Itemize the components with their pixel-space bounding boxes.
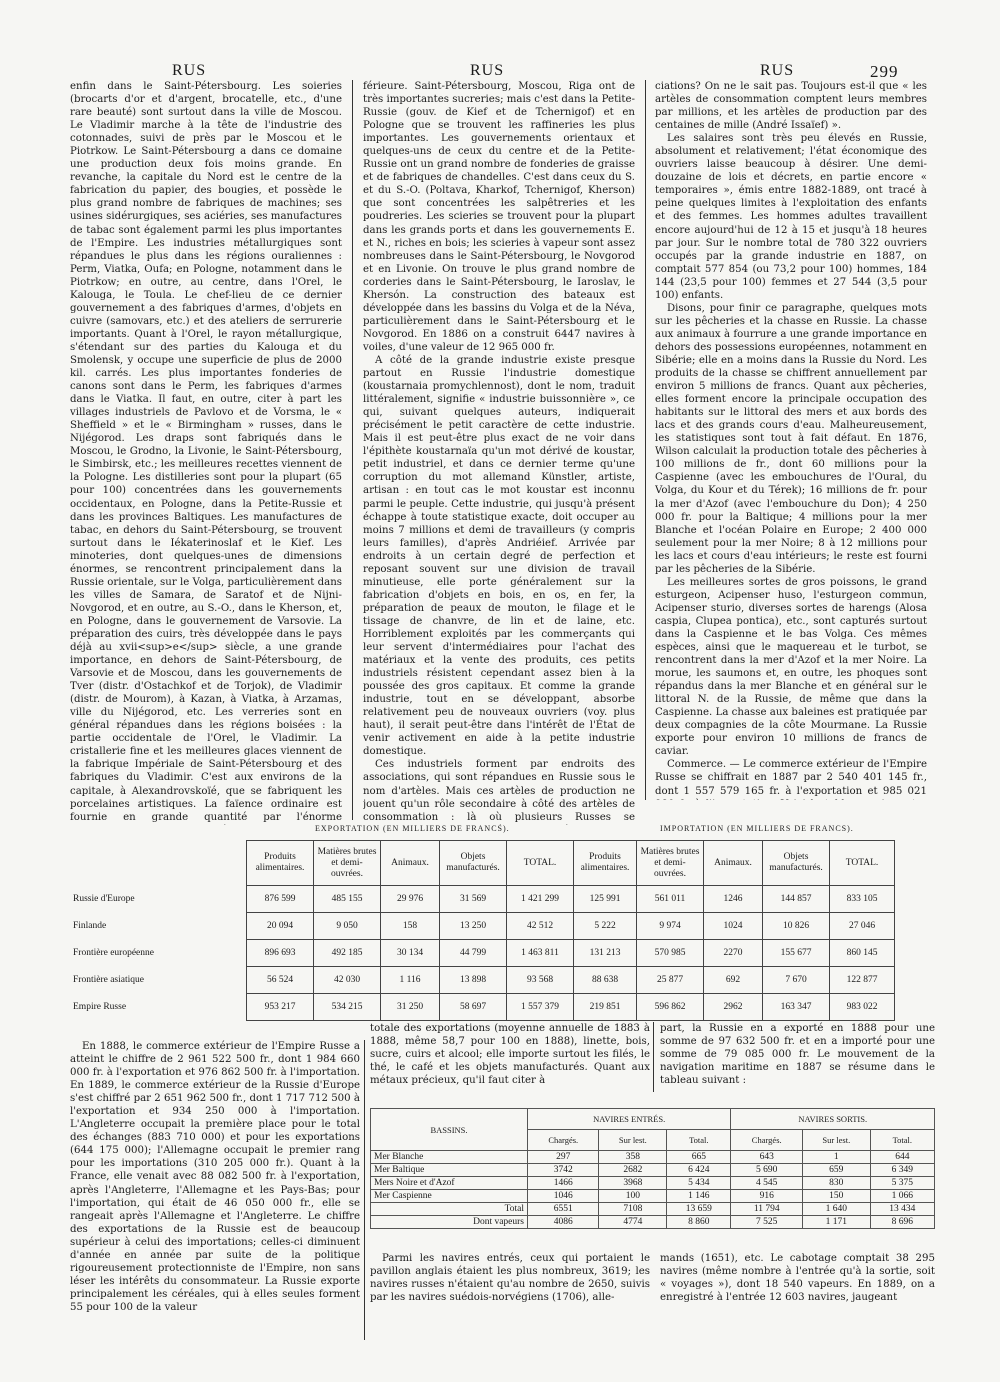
cell: 13 250 xyxy=(440,913,507,940)
export-title: EXPORTATION (EN MILLIERS DE FRANCS). xyxy=(315,824,510,833)
cell: 44 799 xyxy=(440,940,507,967)
table-row xyxy=(371,1151,935,1164)
col-header: Chargés. xyxy=(731,1130,802,1151)
cell: 830 xyxy=(802,1177,870,1190)
cell: 158 xyxy=(381,913,440,940)
cell: 13 659 xyxy=(667,1203,731,1216)
col-header: Objets manufacturés. xyxy=(440,841,507,886)
cell: 1246 xyxy=(704,886,763,913)
cell: 13 898 xyxy=(440,967,507,994)
cell: 4 545 xyxy=(731,1177,802,1190)
cell: 1 463 811 xyxy=(507,940,574,967)
row-label: Frontière européenne xyxy=(73,948,154,958)
table-row xyxy=(70,940,895,967)
cell: 2682 xyxy=(599,1164,667,1177)
cell: 1 640 xyxy=(802,1203,870,1216)
cell: 155 677 xyxy=(763,940,830,967)
cell: 56 524 xyxy=(247,967,314,994)
row-label: Empire Russe xyxy=(73,1002,127,1012)
row-label: Mer Caspienne xyxy=(371,1190,528,1203)
col-header: Produits alimentaires. xyxy=(247,841,314,886)
cell: 100 xyxy=(599,1190,667,1203)
row-label: Frontière asiatique xyxy=(73,975,144,985)
cell: 4774 xyxy=(599,1216,667,1229)
paragraph: A côté de la grande industrie existe presque partout en Russie l'industrie domestique (koustarnaia promychlennost), dont le nom, traduit littéralement, signifie « industrie buissonnière », ce qui, suivant quelques auteurs, indiquerait précisément le petit caractère de cette industrie. Mais il est peut-être plus exact de ne voir dans l'épithète koustarnaïa qu'un mot dérivé de koustar, petit industriel, et dans ce dernier terme qu'une corruption du mot allemand Künstler, artiste, artisan : en tout cas le mot koustar est inconnu parmi le peuple. Cette industrie, qui jusqu'à présent échappe à toute statistique exacte, doit occuper au moins 7 millions et demi de travailleurs (y compris leurs familles), d'après Andriéief. Arrivée par endroits à un certain degré de perfection et reposant souvent sur une division de travail minutieuse, elle porte généralement sur la fabrication d'objets en bois, en os, en fer, la préparation de peaux de mouton, le filage et le tissage de chanvre, de lin et de laine, etc. Horriblement exploités par les commerçants qui leur servent d'intermédiaires pour l'achat des matériaux et la vente des produits, ces petits industriels résistent cependant assez bien à la poussée des gros capitaux. Et comme la grande industrie, tout en se développant, absorbe relativement peu de nouveaux ouvriers (voy. plus haut), il serait peut-être dans l'intérêt de l'État de venir activement en aide à la petite industrie domestique. xyxy=(363,354,635,758)
lower-mid-column xyxy=(370,1022,650,1092)
col-header: Animaux. xyxy=(704,841,763,886)
cell: 1 421 299 xyxy=(507,886,574,913)
cell: 6 424 xyxy=(667,1164,731,1177)
bottom-mid-column xyxy=(370,1252,650,1312)
row-label: Russie d'Europe xyxy=(73,894,135,904)
row-label: Mers Noire et d'Azof xyxy=(371,1177,528,1190)
cell: 492 185 xyxy=(314,940,381,967)
cell: 7108 xyxy=(599,1203,667,1216)
cell: 3742 xyxy=(528,1164,599,1177)
table-row xyxy=(371,1164,935,1177)
cell: 297 xyxy=(528,1151,599,1164)
ships-group-row xyxy=(371,1109,935,1130)
cell: 358 xyxy=(599,1151,667,1164)
cell: 9 050 xyxy=(314,913,381,940)
group-entered: NAVIRES ENTRÉS. xyxy=(528,1109,731,1130)
cell: 534 215 xyxy=(314,994,381,1021)
table-row xyxy=(70,994,895,1021)
cell: 125 991 xyxy=(574,886,637,913)
basins-header: BASSINS. xyxy=(371,1109,528,1151)
cell: 1 xyxy=(802,1151,870,1164)
table-row xyxy=(371,1203,935,1216)
cell: 10 826 xyxy=(763,913,830,940)
running-head-left: RUS xyxy=(172,62,207,79)
cell: 5 690 xyxy=(731,1164,802,1177)
cell: 916 xyxy=(731,1190,802,1203)
cell: 42 030 xyxy=(314,967,381,994)
cell: 2270 xyxy=(704,940,763,967)
column-rule xyxy=(364,1040,365,1340)
col-header: Total. xyxy=(870,1130,934,1151)
running-head-right: RUS xyxy=(760,62,795,79)
cell: 561 011 xyxy=(637,886,704,913)
column-3 xyxy=(655,80,927,800)
table-row xyxy=(70,967,895,994)
group-cleared: NAVIRES SORTIS. xyxy=(731,1109,935,1130)
table-row xyxy=(70,886,895,913)
column-1 xyxy=(70,80,342,825)
lower-right-column xyxy=(660,1022,935,1092)
cell: 1466 xyxy=(528,1177,599,1190)
cell: 6 349 xyxy=(870,1164,934,1177)
cell: 88 638 xyxy=(574,967,637,994)
lower-left-column xyxy=(70,1040,360,1340)
cell: 596 862 xyxy=(637,994,704,1021)
table-row xyxy=(371,1190,935,1203)
column-rule xyxy=(653,1022,654,1092)
cell: 20 094 xyxy=(247,913,314,940)
cell: 31 250 xyxy=(381,994,440,1021)
trade-grid xyxy=(70,840,895,1021)
cell: 31 569 xyxy=(440,886,507,913)
cell: 4086 xyxy=(528,1216,599,1229)
cell: 42 512 xyxy=(507,913,574,940)
paragraph: Les salaires sont très peu élevés en Russie, absolument et relativement; l'état économique des ouvriers laisse beaucoup à désirer. Une demi-douzaine de lois et décrets, en partie encore « temporaires », émis entre 1882-1889, ont tracé à peine quelques limites à l'exploitation des enfants et des femmes. Les hommes adultes travaillent encore aujourd'hui de 12 à 15 et jusqu'à 18 heures par jour. Sur le nombre total de 780 322 ouvriers occupés par la grande industrie en 1887, on comptait 577 854 (ou 73,2 pour 100) hommes, 184 144 (23,5 pour 100) femmes et 27 544 (3,5 pour 100) enfants. xyxy=(655,133,927,301)
cell: 953 217 xyxy=(247,994,314,1021)
paragraph: part, la Russie en a exporté en 1888 pour une somme de 97 632 500 fr. et en a importé pour une somme de 79 085 000 fr. Le mouvement de la navigation maritime en 1887 se résume dans le tableau suivant : xyxy=(660,1023,935,1087)
cell: 833 105 xyxy=(830,886,895,913)
cell: 1 146 xyxy=(667,1190,731,1203)
cell: 570 985 xyxy=(637,940,704,967)
column-rule xyxy=(645,80,646,800)
cell: 8 696 xyxy=(870,1216,934,1229)
paragraph: férieure. Saint-Pétersbourg, Moscou, Riga ont de très importantes sucreries; mais c'est dans la Petite-Russie (gouv. de Kief et de Tchernigof) et en Pologne que se trouvent les raffineries les plus importantes. Les gouvernements orientaux et quelques-uns de ceux du centre et de la Petite-Russie ont un grand nombre de fonderies de graisse et de fabriques de chandelles. C'est dans ceux du S. et du S.-O. (Poltava, Kharkof, Tchernigof, Kherson) que sont concentrées les salpêtreries et les poudreries. Les scieries se trouvent pour la plupart dans les grands ports et dans les gouvernements E. et N., riches en bois; les scieries à vapeur sont assez nombreuses dans le Saint-Pétersbourg, le Novgorod et en Livonie. On trouve le plus grand nombre de corderies dans le Saint-Pétersbourg, le Iaroslav, le Khersón. La construction des bateaux est développée dans les bassins du Volga et de la Néva, particulièrement dans le Saint-Pétersbourg et le Novgorod. En 1886 on a construit 6447 navires à voiles, d'une valeur de 12 965 000 fr. xyxy=(363,81,635,353)
table-row xyxy=(371,1177,935,1190)
column-2 xyxy=(363,80,635,825)
paragraph: En 1888, le commerce extérieur de l'Empire Russe a atteint le chiffre de 2 961 522 500 fr., dont 1 984 660 000 fr. à l'exportation et 976 862 500 fr. à l'importation. En 1889, le commerce extérieur de la Russie d'Europe s'est chiffré par 2 651 962 500 fr., dont 1 717 712 500 à l'exportation et 934 250 000 à l'importation. L'Angleterre occupait la première place pour le total des échanges (883 710 000) et pour les exportations (644 175 000); l'Allemagne occupait le premier rang pour les importations (310 205 000 fr.). Quant à la France, elle venait avec 88 082 500 fr. à l'exportation, après l'Angleterre, l'Allemagne et les Pays-Bas; pour l'importation, qui était de 46 050 000 fr., elle se rangeait après l'Allemagne et l'Angleterre. Le chiffre des exportations de la Russie est de beaucoup supérieur à celui des importations; celles-ci diminuent d'année en année par suite de la politique rigoureusement protectionniste de l'Empire, non sans léser les intérêts du consommateur. La Russie exporte principalement les céréales, qui à elles seules forment 55 pour 100 de la valeur xyxy=(70,1041,360,1313)
col-header: Matières brutes et demi-ouvrées. xyxy=(637,841,704,886)
col-header: Sur lest. xyxy=(599,1130,667,1151)
col-header: Sur lest. xyxy=(802,1130,870,1151)
cell: 5 222 xyxy=(574,913,637,940)
cell: 219 851 xyxy=(574,994,637,1021)
paragraph: mands (1651), etc. Le cabotage comptait 38 295 navires (même nombre à l'entrée qu'à la sortie, soit « voyages »), dont 18 540 vapeurs. En 1889, on a enregistré à l'entrée 12 603 navires, jaugeant xyxy=(660,1253,935,1304)
cell: 1 116 xyxy=(381,967,440,994)
cell: 665 xyxy=(667,1151,731,1164)
row-label: Mer Baltique xyxy=(371,1164,528,1177)
row-label: Total xyxy=(371,1203,528,1216)
table-row xyxy=(371,1216,935,1229)
cell: 2962 xyxy=(704,994,763,1021)
bottom-right-column xyxy=(660,1252,935,1312)
cell: 25 877 xyxy=(637,967,704,994)
col-header: TOTAL. xyxy=(830,841,895,886)
cell: 144 857 xyxy=(763,886,830,913)
cell: 30 134 xyxy=(381,940,440,967)
cell: 7 670 xyxy=(763,967,830,994)
cell: 1 171 xyxy=(802,1216,870,1229)
col-header: Chargés. xyxy=(528,1130,599,1151)
paragraph: enfin dans le Saint-Pétersbourg. Les soieries (brocarts d'or et d'argent, brocatelle, etc., d'une rare beauté) sont surtout dans la ville de Moscou. Le Vladimir marche à la tête de l'industrie des cotonnades, suivi de près par le Moscou et le Piotrkow. Le Saint-Pétersbourg a dans ce domaine une production deux fois moins grande. En revanche, la capitale du Nord est le centre de la fabrication du papier, des bougies, et possède le plus grand nombre de fabriques de machines; ses usines sidérurgiques, ses aciéries, ses manufactures de tabac sont également parmi les plus importantes de l'Empire. Les industries métallurgiques sont répandues le plus dans les régions ouraliennes : Perm, Viatka, Oufa; en Pologne, notamment dans le Piotrkow; en outre, au centre, dans l'Orel, le Kalouga, le Toula. Le chef-lieu de ce dernier gouvernement a des fabriques d'armes, d'objets en cuivre (samovars, etc.) et des ateliers de serrurerie importants. Quant à l'Orel, le rayon métallurgique, s'étendant sur des parties du Kalouga et du Smolensk, y occupe une superficie de plus de 2000 kil. carrés. Les plus importantes fonderies de canons sont dans le Perm, les fabriques d'armes dans le Viatka. Il faut, en outre, citer à part les villages industriels de Pavlovo et de Vorsma, le « Sheffield » et le « Birmingham » russes, dans le Nijégorod. Les draps sont fabriqués dans le Moscou, le Grodno, la Livonie, le Saint-Pétersbourg, le Simbirsk, etc.; les meilleures recettes viennent de la Pologne. Les distilleries sont pour la plupart (65 pour 100) concentrées dans les gouvernements occidentaux, en Pologne, dans la Petite-Russie et dans les provinces Baltiques. Les manufactures de tabac, en dehors du Saint-Pétersbourg, se trouvent surtout dans le Iékaterinoslaf et le Kief. Les minoteries, dont quelques-unes de dimensions énormes, se rencontrent principalement dans la Russie orientale, sur le Volga, particulièrement dans les villes de Samara, de Saratof et de Nijni-Novgorod, et en outre, au S.-O., dans le Kherson, et, en Pologne, dans le gouvernement de Varsovie. La préparation des cuirs, très développée dans le pays déjà au xvii<sup>e</sup> siècle, a une grande importance, en dehors de Saint-Pétersbourg, de Varsovie et de Moscou, dans les gouvernements de Tver (distr. d'Ostachkof et de Torjok), de Vladimir (distr. de Mourom), à Kazan, à Viatka, à Arzamas, ville du Nijégorod, etc. Les verreries sont en général répandues dans les régions boisées : la partie occidentale de l'Orel, le Vladimir. La cristallerie fine et les meilleures glaces viennent de la fabrique Impériale de Saint-Pétersbourg et des fabriques du Vladimir. C'est aux environs de la capitale, à Alexandrovskoïé, que se fabriquent les porcelaines artistiques. La faïence ordinaire est fournie en grande quantité par l'énorme xyxy=(70,81,342,823)
paragraph: Ces industriels forment par endroits des associations, qui sont répandues en Russie sous le nom d'artèles. Mais ces artèles de production ne jouent qu'un rôle secondaire à côté des artèles de consommation : là où plusieurs Russes se xyxy=(363,759,635,823)
paragraph: Disons, pour finir ce paragraphe, quelques mots sur les pêcheries et la chasse en Russie. La chasse aux animaux à fourrure a une grande importance en dehors des possessions européennes, notamment en Sibérie; elle en a moins dans la Russie du Nord. Les produits de la chasse se chiffrent annuellement par environ 5 millions de francs. Quant aux pêcheries, elles forment encore la principale occupation des habitants sur le littoral des mers et aux bords des lacs et des grands cours d'eau. Malheureusement, les statistiques sont tout à fait défaut. En 1876, Wilson calculait la production totale des pêcheries à 100 millions de fr., dont 60 millions pour la Caspienne (avec les embouchures de l'Oural, du Volga, du Kour et du Térek); 16 millions de fr. pour la mer d'Azof (avec l'embouchure du Don); 4 250 000 fr. pour la Baltique; 4 millions pour la mer Blanche et l'océan Polaire en Europe; 2 400 000 seulement pour la mer Noire; 8 à 12 millions pour les lacs et cours d'eau intérieurs; le reste est fourni par les pêcheries de la Sibérie. xyxy=(655,302,927,575)
cell: 93 568 xyxy=(507,967,574,994)
row-label: Mer Blanche xyxy=(371,1151,528,1164)
import-title: IMPORTATION (EN MILLIERS DE FRANCS). xyxy=(660,824,854,833)
paragraph: ciations? On ne le sait pas. Toujours est-il que « les artèles de consommation comptent leurs membres par millions, et les artèles de production par des centaines de mille (André Issaïef) ». xyxy=(655,81,927,132)
row-label: Finlande xyxy=(73,921,107,931)
col-header: Total. xyxy=(667,1130,731,1151)
cell: 1 557 379 xyxy=(507,994,574,1021)
cell: 13 434 xyxy=(870,1203,934,1216)
paragraph: totale des exportations (moyenne annuelle de 1883 à 1888, même 58,7 pour 100 en 1888), linette, bois, sucre, cuirs et alcool; elle importe surtout les filés, le thé, le café et les objets manufacturés. Quant aux métaux précieux, qu'il faut citer à xyxy=(370,1023,650,1087)
ships-grid xyxy=(370,1108,935,1229)
cell: 58 697 xyxy=(440,994,507,1021)
cell: 644 xyxy=(870,1151,934,1164)
cell: 29 976 xyxy=(381,886,440,913)
paragraph: Commerce. — Le commerce extérieur de l'Empire Russe se chiffrait en 1887 par 2 540 401 145 fr., dont 1 557 579 165 fr. à l'exportation et 985 021 xyxy=(655,759,927,797)
cell: 6551 xyxy=(528,1203,599,1216)
column-rule xyxy=(352,80,353,820)
cell: 692 xyxy=(704,967,763,994)
cell: 163 347 xyxy=(763,994,830,1021)
cell: 896 693 xyxy=(247,940,314,967)
cell: 5 434 xyxy=(667,1177,731,1190)
cell: 1024 xyxy=(704,913,763,940)
cell: 1 066 xyxy=(870,1190,934,1203)
cell: 7 525 xyxy=(731,1216,802,1229)
trade-header-row xyxy=(70,841,895,886)
cell: 9 974 xyxy=(637,913,704,940)
row-label: Dont vapeurs xyxy=(371,1216,528,1229)
table-row xyxy=(70,913,895,940)
cell: 11 794 xyxy=(731,1203,802,1216)
paragraph: Parmi les navires entrés, ceux qui portaient le pavillon anglais étaient les plus nombreux, 3619; les navires russes n'étaient qu'au nombre de 2650, suivis par les navires suédois-norvégiens (1706), alle- xyxy=(370,1253,650,1304)
col-header: Produits alimentaires. xyxy=(574,841,637,886)
col-header: Matières brutes et demi-ouvrées. xyxy=(314,841,381,886)
cell: 1046 xyxy=(528,1190,599,1203)
page-number: 299 xyxy=(870,62,899,81)
paragraph: Les meilleures sortes de gros poissons, le grand esturgeon, Acipenser huso, l'esturgeon commun, Acipenser sturio, diverses sortes de harengs (Alosa caspia, Clupea pontica), etc., sont capturés surtout dans la Caspienne et le bas Volga. Ces mêmes espèces, ainsi que le maquereau et le turbot, se rencontrent dans la mer d'Azof et la mer Noire. La morue, les saumons et, en outre, les phoques sont répandus dans la mer Blanche et en général sur le littoral N. de la Russie, de même que dans la Caspienne. La chasse aux baleines est pratiquée par deux compagnies de la côte Mourmane. La Russie exporte pour environ 10 millions de francs de caviar. xyxy=(655,576,927,758)
ships-table xyxy=(370,1108,935,1229)
cell: 5 375 xyxy=(870,1177,934,1190)
running-head-center: RUS xyxy=(470,62,505,79)
col-header: TOTAL. xyxy=(507,841,574,886)
cell: 8 860 xyxy=(667,1216,731,1229)
cell: 150 xyxy=(802,1190,870,1203)
cell: 876 599 xyxy=(247,886,314,913)
col-header: Objets manufacturés. xyxy=(763,841,830,886)
cell: 3968 xyxy=(599,1177,667,1190)
col-header: Animaux. xyxy=(381,841,440,886)
cell: 122 877 xyxy=(830,967,895,994)
cell: 860 145 xyxy=(830,940,895,967)
cell: 27 046 xyxy=(830,913,895,940)
cell: 643 xyxy=(731,1151,802,1164)
cell: 659 xyxy=(802,1164,870,1177)
cell: 131 213 xyxy=(574,940,637,967)
cell: 485 155 xyxy=(314,886,381,913)
cell: 983 022 xyxy=(830,994,895,1021)
